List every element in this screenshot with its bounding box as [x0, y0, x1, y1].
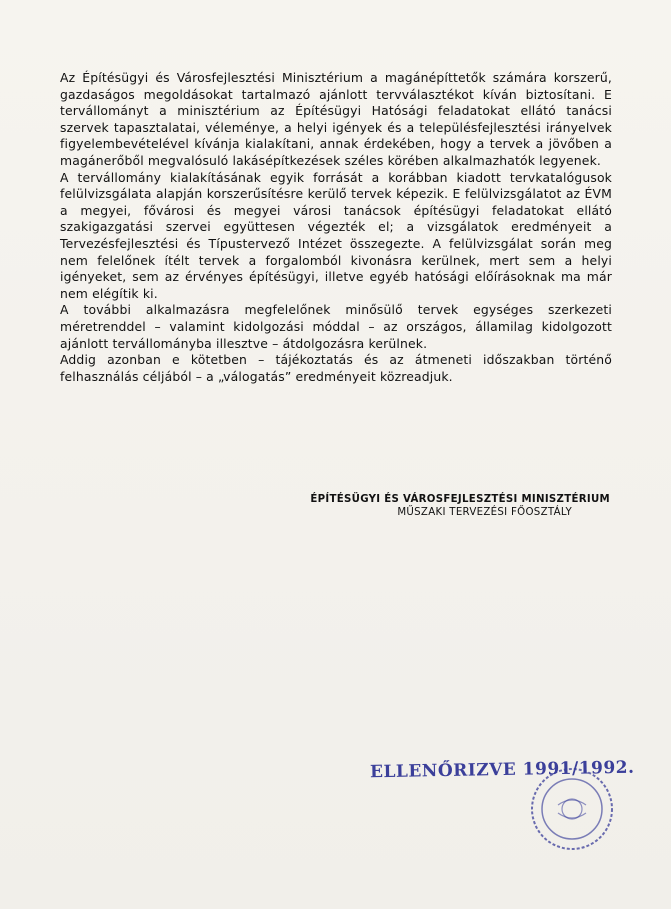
- signature-ministry: ÉPÍTÉSÜGYI ÉS VÁROSFEJLESZTÉSI MINISZTÉRIUM: [310, 494, 610, 505]
- paragraph-intro: Az Építésügyi és Városfejlesztési Minisztérium a magánépíttetők számára korszerű, gazdaságos megoldásokat tartalmazó ajánlott tervválasztékot kíván biztosítani. E tervállományt a minisztérium az Építésügyi Hatósági feladatokat ellátó tanácsi szervek tapasztalatai, véleménye, a helyi igények és a településfejlesztési irányelvek figyelembevételével kívánja kialakítani, annak érdekében, hogy a tervek a jövőben a magánerőből megvalósuló lakásépítkezések széles körében alkalmazhatók legyenek.: [60, 70, 612, 168]
- paragraph-review: A tervállomány kialakításának egyik forrását a korábban kiadott tervkatalógusok felülvizsgálata alapján korszerűsítésre kerülő tervek képezik. E felülvizsgálatot az ÉVM a megyei, fővárosi és megyei városi tanácsok építésügyi feladatokat ellátó szakigazgatási szervei együttesen végezték el; a vizsgálatok eredményeit a Tervezésfejlesztési és Típustervező Intézet összegezte. A felülvizsgálat során meg nem felelőnek ítélt tervek a forgalomból kivonásra kerülnek, mert sem a helyi igényeket, sem az érvényes építésügyi, illetve egyéb hatósági előírásoknak ma már nem elégítik ki.: [60, 169, 612, 301]
- paragraph-further-use: A további alkalmazásra megfelelőnek minősülő tervek egységes szerkezeti méretrenddel – valamint kidolgozási móddal – az országos, államilag kidolgozott ajánlott tervállományba illesztve – átdolgozásra kerülnek.: [60, 302, 612, 351]
- body-text: [60, 70, 612, 385]
- paragraph-selection: Addig azonban e kötetben – tájékoztatás és az átmeneti időszakban történő felhasználás céljából – a „válogatás” eredményeit közreadjuk.: [60, 352, 612, 384]
- round-seal-icon: [528, 765, 616, 853]
- signature-block: [250, 494, 610, 519]
- signature-department: MŰSZAKI TERVEZÉSI FŐOSZTÁLY: [397, 506, 572, 518]
- inspection-stamp: ELLENŐRIZVE 1991/1992.: [369, 757, 635, 783]
